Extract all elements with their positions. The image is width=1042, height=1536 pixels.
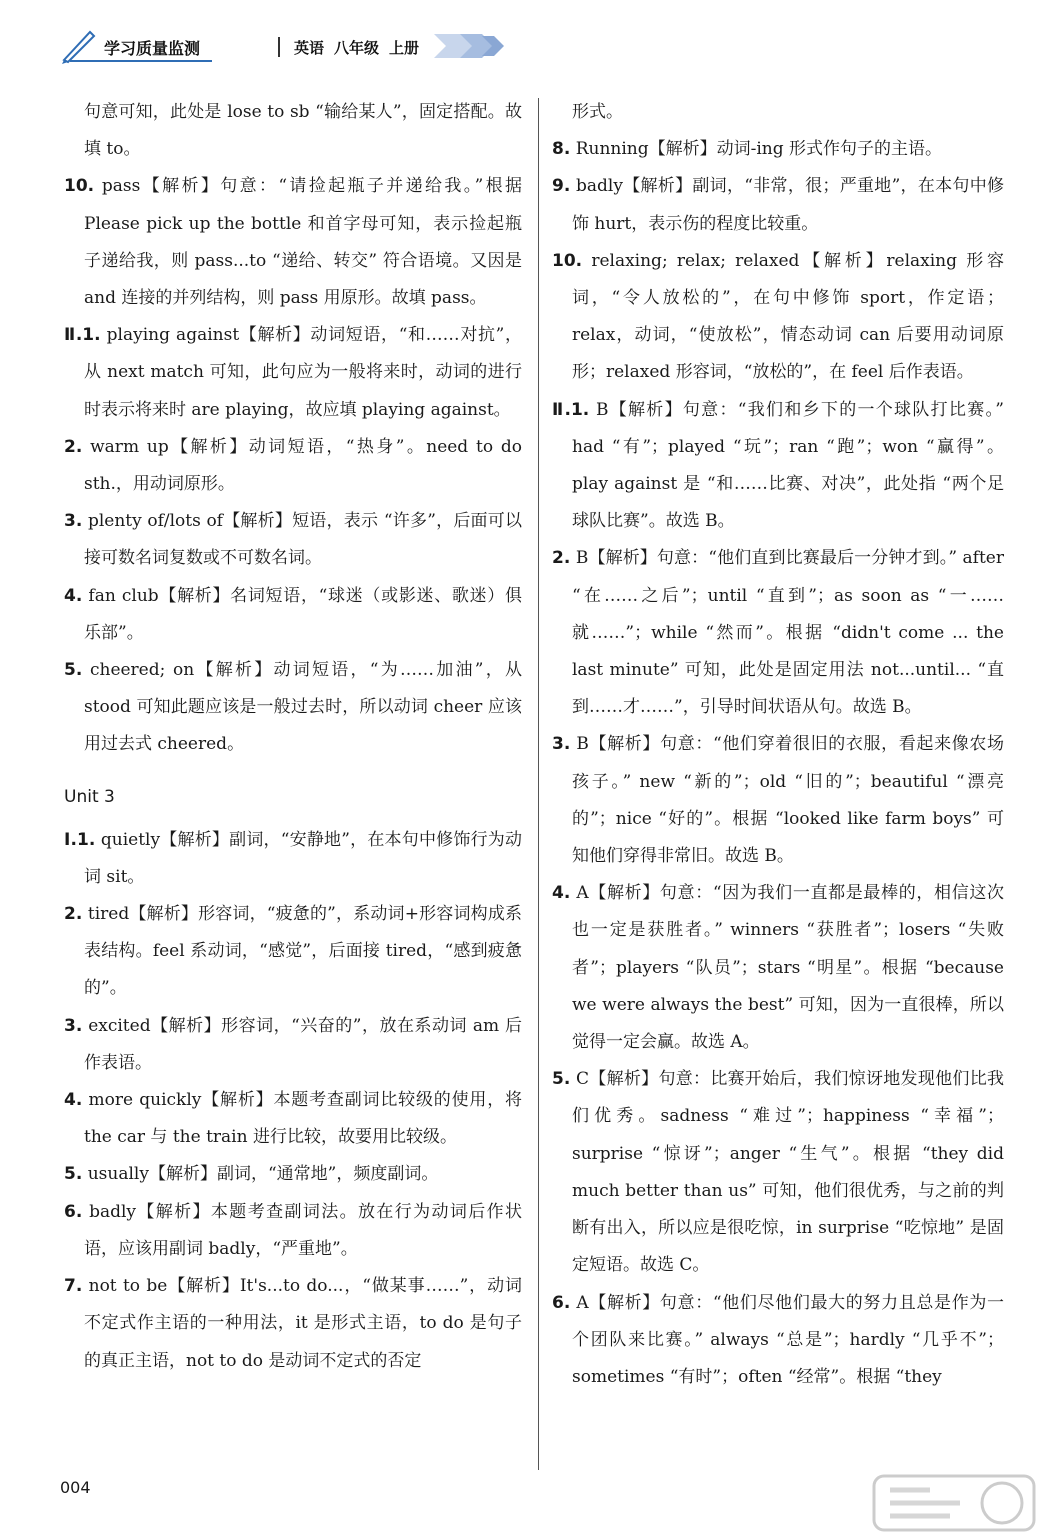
subject-label: 英语 [294, 38, 325, 57]
item-text: C【解析】句意：比赛开始后，我们惊讶地发现他们比我们优秀。sadness “难过”；happiness “幸福”；surprise “惊讶”；anger “生气”。根据 “they did much better than us” 可知，他们很优秀，与之前的判断有出入，所以应是很吃惊，in surprise “吃惊地” 是固定短语。故选 C。 [572, 1069, 1004, 1276]
header-separator [278, 37, 280, 57]
page-number: 004 [60, 1478, 91, 1497]
answer-item [64, 317, 522, 429]
item-number: 4. [64, 585, 83, 606]
answer-item [64, 503, 522, 577]
item-number: 3. [64, 511, 83, 532]
right-column [552, 94, 1004, 1396]
item-number: 4. [64, 1090, 83, 1111]
answer-item [64, 578, 522, 652]
item-number: 2. [64, 904, 83, 925]
answer-item [552, 131, 1004, 168]
item-number: 6. [64, 1201, 83, 1222]
left-column [64, 94, 522, 1380]
answer-item [552, 392, 1004, 541]
item-number: 3. [64, 1015, 83, 1036]
answer-item [552, 243, 1004, 392]
answer-item [64, 822, 522, 896]
item-text: plenty of/lots of【解析】短语，表示 “许多”，后面可以接可数名词复数或不可数名词。 [84, 511, 523, 569]
item-number: 8. [552, 139, 571, 160]
item-number: 4. [552, 883, 571, 904]
item-text: usually【解析】副词，“通常地”，频度副词。 [87, 1164, 439, 1185]
item-text: more quickly【解析】本题考查副词比较级的使用，将 the car 与 the train 进行比较，故要用比较级。 [84, 1090, 522, 1148]
item-number: Ⅱ.1. [552, 399, 590, 420]
answer-item [64, 429, 522, 503]
answer-item [64, 896, 522, 1008]
item-number: 9. [552, 176, 571, 197]
item-number: 7. [64, 1276, 83, 1297]
answer-item [552, 726, 1004, 875]
page-header [60, 26, 460, 66]
item-text: A【解析】句意：“因为我们一直都是最棒的，相信这次也一定是获胜者。” winners “获胜者”；losers “失败者”；players “队员”；stars “明星”。根据 “because we were always the best” 可知，因为一直很棒，所以觉得一定会赢。故选 A。 [572, 883, 1005, 1053]
answer-item [64, 1268, 522, 1380]
answer-item [552, 540, 1004, 726]
item-text: Running【解析】动词-ing 形式作句子的主语。 [575, 139, 943, 160]
item-number: 2. [552, 548, 571, 569]
answer-item [64, 1194, 522, 1268]
item-text: tired【解析】形容词，“疲惫的”，系动词+形容词构成系表结构。feel 系动词，“感觉”，后面接 tired，“感到疲惫的”。 [84, 904, 522, 999]
item-text: B【解析】句意：“我们和乡下的一个球队打比赛。” had “有”；played “玩”；ran “跑”；won “赢得”。play against 是 “和……比赛、对决”，此处指 “两个足球队比赛”。故选 B。 [572, 399, 1004, 532]
answer-item [552, 1061, 1004, 1284]
header-meta [278, 34, 419, 60]
item-text: not to be【解析】It's...to do...，“做某事……”，动词不定式作主语的一种用法，it 是形式主语，to do 是句子的真正主语，not to do 是动词不定式的否定 [84, 1276, 523, 1371]
item-text: quietly【解析】副词，“安静地”，在本句中修饰行为动词 sit。 [84, 829, 522, 887]
item-text: relaxing; relax; relaxed【解析】relaxing 形容词，“令人放松的”，在句中修饰 sport，作定语；relax，动词，“使放松”，情态动词 can 后要用动词原形；relaxed 形容词，“放松的”，在 feel 后作表语。 [572, 250, 1004, 383]
answer-item [64, 1008, 522, 1082]
item-number: 10. [552, 250, 583, 271]
column-divider [538, 98, 539, 1470]
item-number: 2. [64, 436, 83, 457]
item-number: 5. [64, 660, 83, 681]
item-text: badly【解析】副词，“非常，很；严重地”，在本句中修饰 hurt，表示伤的程度比较重。 [572, 176, 1005, 234]
item-text: warm up【解析】动词短语，“热身”。need to do sth.，用动词原形。 [84, 436, 523, 495]
grade-label: 八年级 [334, 38, 380, 57]
item-number: 5. [64, 1164, 83, 1185]
item-text: A【解析】句意：“他们尽他们最大的努力且总是作为一个团队来比赛。” always “总是”；hardly “几乎不”；sometimes “有时”；often “经常”。根据 “they [572, 1292, 1005, 1387]
item-number: 10. [64, 176, 95, 197]
item-text: B【解析】句意：“他们直到比赛最后一分钟才到。” after “在……之后”；until “直到”；as soon as “一……就……”；while “然而”。根据 “didn't come ... the last minute” 可知，此处是固定用法 not...until... “直到……才……”，引导时间状语从句。故选 B。 [572, 548, 1004, 718]
item-number: 3. [552, 734, 571, 755]
item-number: 6. [552, 1292, 571, 1313]
answer-item [64, 168, 522, 317]
item-number: Ⅱ.1. [64, 325, 101, 346]
answer-continuation: 句意可知，此处是 lose to sb “输给某人”，固定搭配。故填 to。 [84, 102, 522, 160]
answer-item [64, 1082, 522, 1156]
unit-heading: Unit 3 [64, 786, 115, 807]
item-text: playing against【解析】动词短语，“和……对抗”，从 next match 可知，此句应为一般将来时，动词的进行时表示将来时 are playing，故应填 playing against。 [84, 325, 522, 420]
answer-continuation: 形式。 [572, 102, 623, 122]
volume-label: 上册 [389, 38, 420, 57]
item-number: 5. [552, 1069, 571, 1090]
answer-item [552, 1285, 1004, 1397]
item-text: fan club【解析】名词短语，“球迷（或影迷、歌迷）俱乐部”。 [84, 585, 522, 643]
brand-title: 学习质量监测 [70, 34, 212, 62]
item-text: badly【解析】本题考查副词法。放在行为动词后作状语，应该用副词 badly，“严重地”。 [84, 1201, 522, 1259]
answer-item [552, 168, 1004, 242]
watermark-logo [870, 1470, 1040, 1536]
item-text: excited【解析】形容词，“兴奋的”，放在系动词 am 后作表语。 [84, 1015, 522, 1073]
answer-item [64, 1156, 522, 1193]
item-number: Ⅰ.1. [64, 829, 96, 850]
item-text: cheered; on【解析】动词短语，“为……加油”，从 stood 可知此题应该是一般过去时，所以动词 cheer 应该用过去式 cheered。 [84, 660, 523, 755]
answer-item [64, 652, 522, 764]
item-text: B【解析】句意：“他们穿着很旧的衣服，看起来像农场孩子。” new “新的”；old “旧的”；beautiful “漂亮的”；nice “好的”。根据 “looked like farm boys” 可知他们穿得非常旧。故选 B。 [572, 734, 1005, 867]
chevron-arrows-icon [432, 32, 512, 60]
item-text: pass【解析】句意：“请捡起瓶子并递给我。”根据 Please pick up the bottle 和首字母可知，表示捡起瓶子递给我，则 pass...to “递给、转交” 符合语境。又因是 and 连接的并列结构，则 pass 用原形。故填 pass。 [84, 176, 522, 309]
answer-item [552, 875, 1004, 1061]
